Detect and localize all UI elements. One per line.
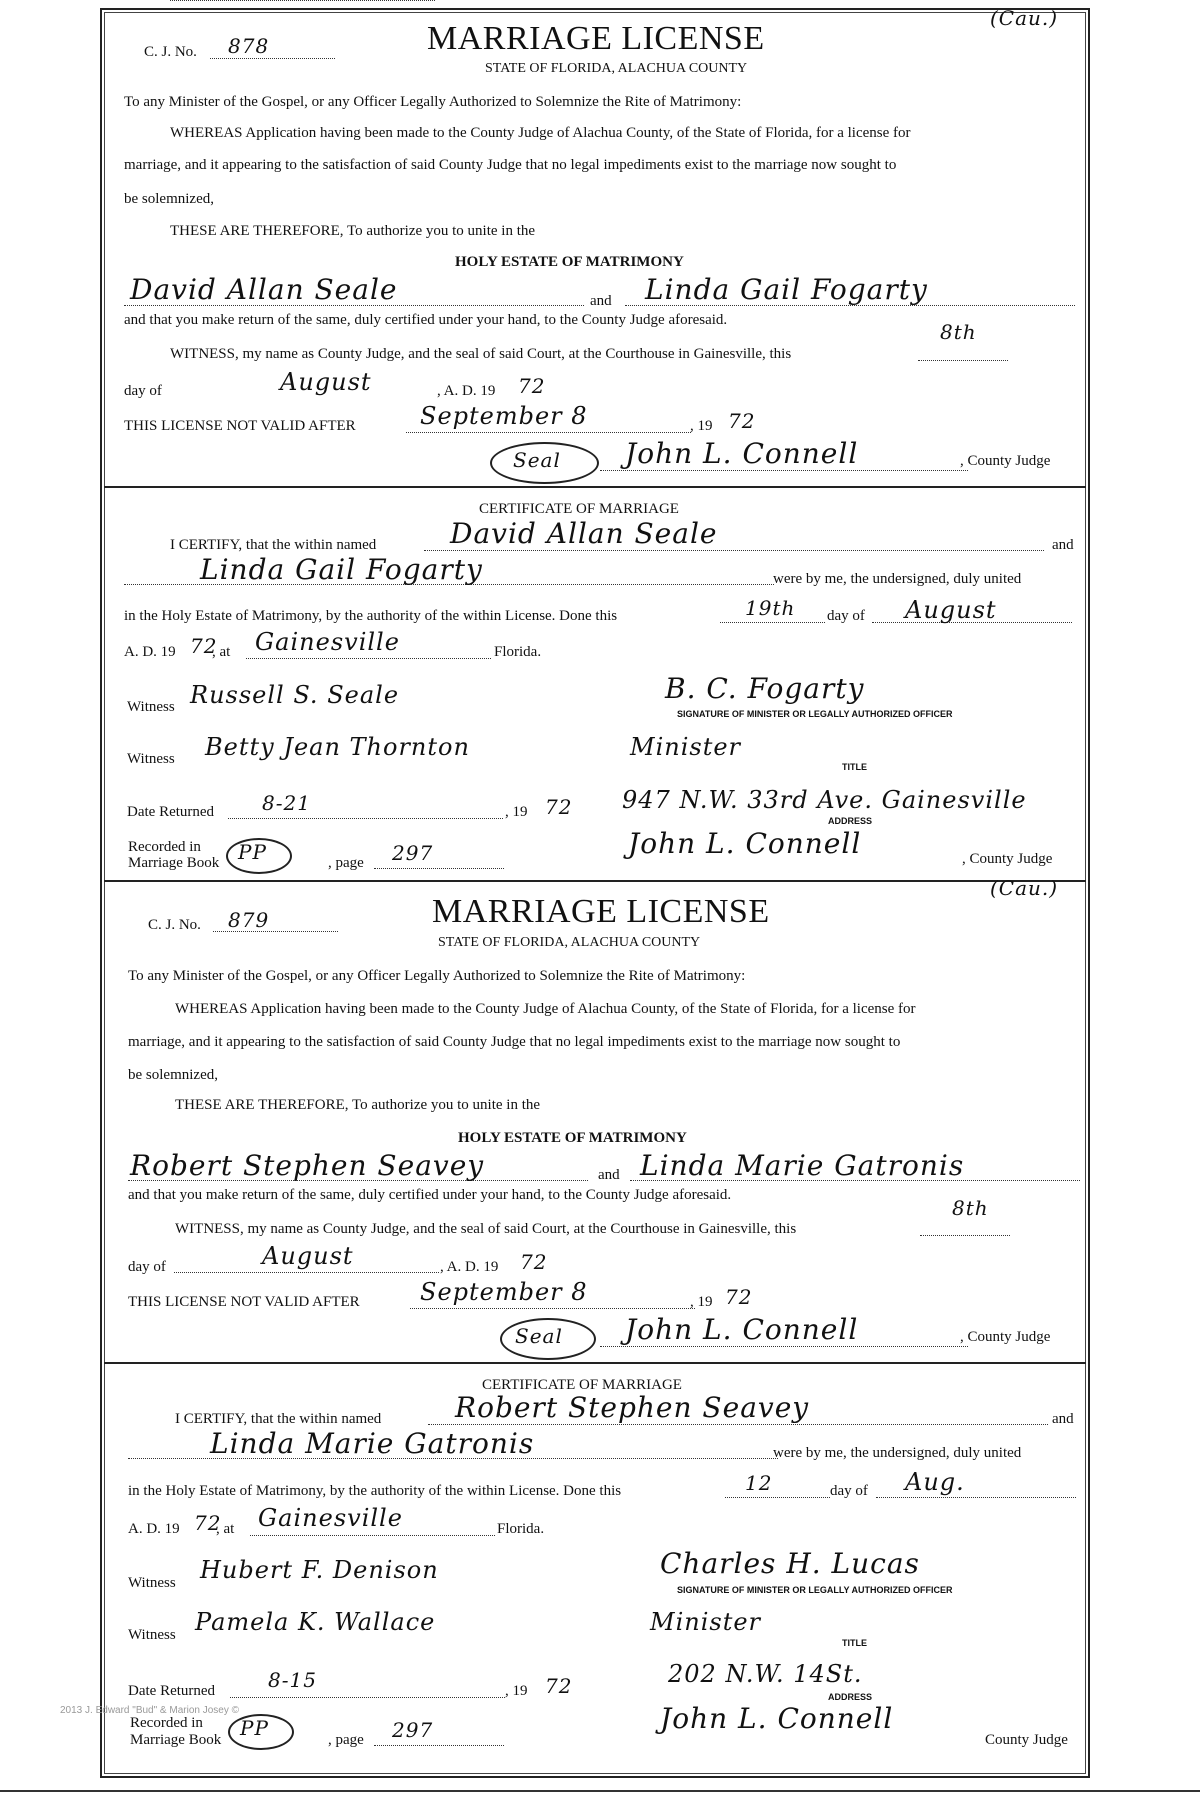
year: 72 [518, 374, 546, 398]
sig-caption: SIGNATURE OF MINISTER OR LEGALLY AUTHORIZED OFFICER [677, 709, 953, 719]
recorder-county-judge: County Judge [985, 1732, 1068, 1748]
cert-bride: Linda Marie Gatronis [210, 1427, 535, 1460]
city-dots [250, 1535, 495, 1536]
date-returned-dots [230, 1697, 505, 1698]
day-of-label: day of [124, 383, 162, 399]
holy-estate-heading: HOLY ESTATE OF MATRIMONY [455, 254, 684, 270]
not-valid-date: September 8 [420, 1278, 588, 1306]
cert-groom-dots [428, 1424, 1048, 1425]
county-judge-label: , County Judge [960, 1329, 1051, 1345]
title-caption: TITLE [842, 762, 867, 772]
recorded-label-1: Recorded in [128, 839, 201, 855]
witness1-label: Witness [128, 1575, 176, 1591]
not-valid-date: September 8 [420, 402, 588, 430]
address-line: To any Minister of the Gospel, or any Officer Legally Authorized to Solemnize the Rite of Matrimony: [124, 94, 742, 110]
cert-groom: David Allan Seale [450, 517, 718, 550]
witness-day-dots [918, 360, 1008, 361]
united-label: were by me, the undersigned, duly united [773, 1445, 1022, 1461]
year: 72 [520, 1250, 548, 1274]
cert-and-label: and [1052, 537, 1074, 553]
page-dots [374, 1745, 504, 1746]
date-returned-dots [228, 818, 503, 819]
minister-signature: Charles H. Lucas [660, 1547, 920, 1580]
cert-groom: Robert Stephen Seavey [455, 1391, 810, 1424]
witness2-name: Betty Jean Thornton [205, 733, 470, 761]
returned-year-label: , 19 [505, 804, 528, 820]
sig-caption: SIGNATURE OF MINISTER OR LEGALLY AUTHORIZED OFFICER [677, 1585, 953, 1595]
page-number: 297 [392, 841, 434, 865]
month-dots [170, 0, 435, 1]
cert-title: CERTIFICATE OF MARRIAGE [482, 1377, 682, 1393]
witness1-name: Russell S. Seale [190, 681, 400, 709]
done-day: 19th [745, 596, 796, 620]
recorder-signature: John L. Connell [660, 1702, 894, 1735]
minister-title: Minister [630, 733, 742, 761]
cj-label: C. J. No. [144, 44, 197, 60]
recorder-county-judge: , County Judge [962, 851, 1053, 867]
county-judge-label: , County Judge [960, 453, 1051, 469]
address-line: To any Minister of the Gospel, or any Officer Legally Authorized to Solemnize the Rite of Matrimony: [128, 968, 746, 984]
license-subtitle: STATE OF FLORIDA, ALACHUA COUNTY [438, 935, 701, 950]
month: August [262, 1242, 354, 1270]
return-line: and that you make return of the same, duly certified under your hand, to the County Judge aforesaid. [124, 312, 728, 328]
done-month-dots [876, 1497, 1076, 1498]
cj-dots [210, 58, 335, 59]
date-returned-label: Date Returned [127, 804, 215, 820]
judge-sig-dots [600, 470, 968, 471]
florida-label: Florida. [497, 1521, 545, 1537]
witness2-name: Pamela K. Wallace [195, 1608, 436, 1636]
cert-title: CERTIFICATE OF MARRIAGE [479, 501, 679, 517]
minister-address: 202 N.W. 14St. [668, 1660, 863, 1688]
done-month: August [905, 596, 997, 624]
groom-name: David Allan Seale [130, 273, 398, 306]
ad-label: , A. D. 19 [440, 1259, 499, 1275]
whereas-line-1: WHEREAS Application having been made to the County Judge of Alachua County, of the State of Florida, for a license for [170, 125, 911, 141]
minister-title: Minister [650, 1608, 762, 1636]
witness-line: WITNESS, my name as County Judge, and the seal of said Court, at the Courthouse in Gainesville, this [170, 346, 792, 362]
page-number: 297 [392, 1718, 434, 1742]
not-valid-year-label: , 19 [690, 1294, 713, 1310]
not-valid-label: THIS LICENSE NOT VALID AFTER [124, 418, 356, 434]
at-label: , at [212, 644, 231, 660]
done-month: Aug. [905, 1468, 965, 1496]
ad2-label: A. D. 19 [128, 1521, 180, 1537]
ad2-label: A. D. 19 [124, 644, 176, 660]
certify-label: I CERTIFY, that the within named [170, 537, 377, 553]
page-dots [374, 868, 504, 869]
book-number: PP [238, 840, 267, 864]
address-caption: ADDRESS [828, 816, 873, 826]
returned-year-label: , 19 [505, 1683, 528, 1699]
corner-note: (Cau.) [990, 6, 1059, 30]
return-line: and that you make return of the same, duly certified under your hand, to the County Judge aforesaid. [128, 1187, 732, 1203]
witness-line: WITNESS, my name as County Judge, and the seal of said Court, at the Courthouse in Gainesville, this [175, 1221, 797, 1237]
witness-day: 8th [940, 320, 977, 344]
address-caption: ADDRESS [828, 1692, 873, 1702]
recorded-label-2: Marriage Book [130, 1732, 222, 1748]
groom-name: Robert Stephen Seavey [130, 1149, 485, 1182]
cj-number: 879 [228, 908, 270, 932]
book-number: PP [240, 1716, 269, 1740]
month: August [280, 368, 372, 396]
whereas-line-3: be solemnized, [128, 1067, 218, 1083]
license-title: MARRIAGE LICENSE [427, 20, 765, 57]
judge-sig-dots [600, 1346, 968, 1347]
page-bottom-rule [0, 1790, 1200, 1792]
holy-estate-heading: HOLY ESTATE OF MATRIMONY [458, 1130, 687, 1146]
page-label: , page [328, 1732, 364, 1748]
not-valid-year-label: , 19 [690, 418, 713, 434]
section-divider [104, 1362, 1086, 1364]
not-valid-dots [406, 432, 691, 433]
license-title: MARRIAGE LICENSE [432, 893, 770, 930]
whereas-line-3: be solemnized, [124, 191, 214, 207]
page-label: , page [328, 855, 364, 871]
judge-signature: John L. Connell [625, 1313, 859, 1346]
license-subtitle: STATE OF FLORIDA, ALACHUA COUNTY [485, 61, 748, 76]
day-of-label: day of [128, 1259, 166, 1275]
city: Gainesville [258, 1504, 403, 1532]
returned-year: 72 [545, 795, 573, 819]
month-dots [174, 1272, 439, 1273]
section-divider [104, 486, 1086, 488]
witness1-name: Hubert F. Denison [200, 1556, 439, 1584]
witness1-label: Witness [127, 699, 175, 715]
therefore-line: THESE ARE THEREFORE, To authorize you to unite in the [175, 1097, 541, 1113]
and-label: and [590, 293, 612, 309]
date-returned-label: Date Returned [128, 1683, 216, 1699]
date-returned: 8-15 [268, 1668, 317, 1692]
done-day: 12 [745, 1471, 773, 1495]
copyright-watermark: 2013 J. Edward "Bud" & Marion Josey © [60, 1705, 239, 1716]
at-label: , at [216, 1521, 235, 1537]
florida-label: Florida. [494, 644, 542, 660]
done-year: 72 [190, 634, 218, 658]
recorded-label-1: Recorded in [130, 1715, 203, 1731]
holy-line: in the Holy Estate of Matrimony, by the authority of the within License. Done this [124, 608, 618, 624]
minister-address: 947 N.W. 33rd Ave. Gainesville [622, 786, 1027, 814]
holy-line: in the Holy Estate of Matrimony, by the authority of the within License. Done this [128, 1483, 622, 1499]
corner-note: (Cau.) [990, 876, 1059, 900]
seal-label: Seal [515, 1324, 563, 1348]
city: Gainesville [255, 628, 400, 656]
ad-label: , A. D. 19 [437, 383, 496, 399]
witness-day-dots [920, 1235, 1010, 1236]
cert-groom-dots [424, 550, 1044, 551]
done-day-dots [720, 622, 825, 623]
united-label: were by me, the undersigned, duly united [773, 571, 1022, 587]
returned-year: 72 [545, 1674, 573, 1698]
cj-number: 878 [228, 34, 270, 58]
license-divider [104, 880, 1086, 882]
minister-signature: B. C. Fogarty [665, 672, 865, 705]
bride-name: Linda Gail Fogarty [645, 273, 928, 306]
recorder-signature: John L. Connell [628, 827, 862, 860]
bride-name: Linda Marie Gatronis [640, 1149, 965, 1182]
cert-bride: Linda Gail Fogarty [200, 553, 483, 586]
therefore-line: THESE ARE THEREFORE, To authorize you to unite in the [170, 223, 536, 239]
not-valid-label: THIS LICENSE NOT VALID AFTER [128, 1294, 360, 1310]
not-valid-year: 72 [725, 1285, 753, 1309]
witness2-label: Witness [127, 751, 175, 767]
and-label: and [598, 1167, 620, 1183]
done-day-dots [725, 1497, 830, 1498]
not-valid-year: 72 [728, 409, 756, 433]
cert-and-label: and [1052, 1411, 1074, 1427]
title-caption: TITLE [842, 1638, 867, 1648]
judge-signature: John L. Connell [625, 437, 859, 470]
day-of2-label: day of [827, 608, 865, 624]
seal-label: Seal [513, 448, 561, 472]
not-valid-dots [410, 1308, 695, 1309]
day-of2-label: day of [830, 1483, 868, 1499]
whereas-line-1: WHEREAS Application having been made to the County Judge of Alachua County, of the State of Florida, for a license for [175, 1001, 916, 1017]
cj-label: C. J. No. [148, 917, 201, 933]
whereas-line-2: marriage, and it appearing to the satisfaction of said County Judge that no legal impediments exist to the marriage now sought to [124, 157, 897, 173]
recorded-label-2: Marriage Book [128, 855, 220, 871]
witness2-label: Witness [128, 1627, 176, 1643]
whereas-line-2: marriage, and it appearing to the satisfaction of said County Judge that no legal impediments exist to the marriage now sought to [128, 1034, 901, 1050]
certify-label: I CERTIFY, that the within named [175, 1411, 382, 1427]
city-dots [246, 658, 491, 659]
witness-day: 8th [952, 1196, 989, 1220]
done-year: 72 [194, 1511, 222, 1535]
date-returned: 8-21 [262, 791, 311, 815]
